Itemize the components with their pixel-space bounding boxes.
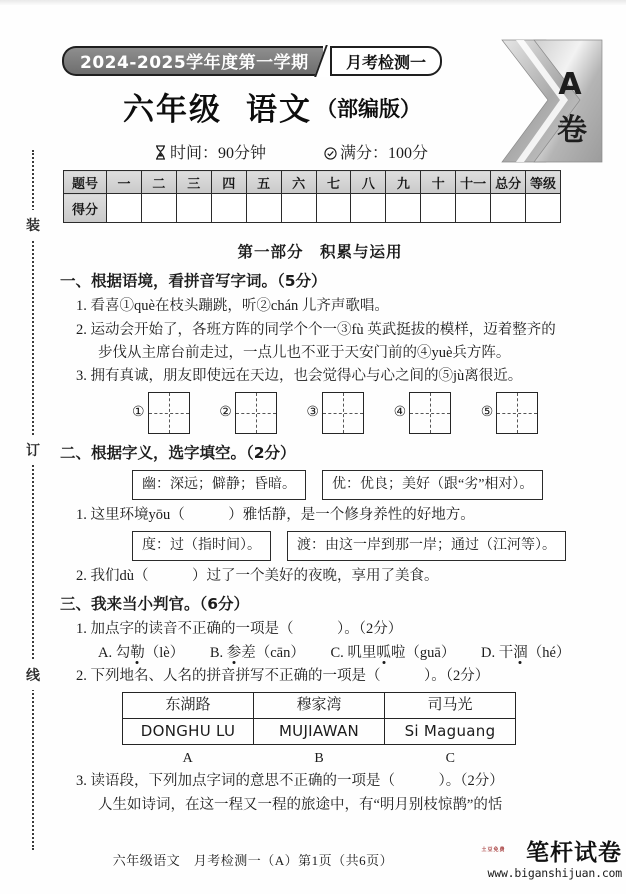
definition-row-2 <box>60 531 580 561</box>
pinyin-cell-chinese-c: 司马光 <box>385 692 516 718</box>
definition-box-you: 幽：深远；僻静；昏暗。 <box>132 470 306 500</box>
score-col-7: 八 <box>351 171 386 194</box>
score-col-4: 五 <box>246 171 281 194</box>
grade-label: 六年级 <box>123 92 222 128</box>
writing-grid-number-3: ③ <box>306 405 319 421</box>
score-table-value-row <box>64 194 561 223</box>
score-table-row-label-1: 得分 <box>64 194 107 223</box>
score-cell-6[interactable] <box>316 194 351 223</box>
score-col-3: 四 <box>211 171 246 194</box>
definition-box-du2: 渡：由这一岸到那一岸；通过（江河等）。 <box>287 531 566 561</box>
exam-round-label: 月考检测一 <box>330 46 442 76</box>
option-a-label: A. <box>98 644 113 661</box>
score-col-9: 十 <box>421 171 456 194</box>
option-b-pinyin: （cān） <box>255 644 305 661</box>
binding-char-xian: 线 <box>22 660 44 690</box>
section-3-question-2-stem: 2. 下列地名、人名的拼音拼写不正确的一项是（ ）。（2分） <box>76 668 490 685</box>
binding-char-zhuang: 装 <box>22 210 44 240</box>
writing-grid-item-1 <box>132 392 190 434</box>
edition-label: （部编版） <box>316 97 421 121</box>
score-col-11: 总分 <box>491 171 526 194</box>
section-3-q1-options <box>60 642 580 664</box>
option-c[interactable]: C. 叽里呱啦（guā） <box>330 644 456 661</box>
pinyin-label-c[interactable]: C <box>445 750 455 766</box>
option-a-pinyin: （lè） <box>144 644 185 661</box>
writing-grid-item-4 <box>394 392 452 434</box>
writing-grid-row <box>60 392 580 436</box>
score-col-1: 二 <box>141 171 176 194</box>
option-d[interactable]: D. 干涸（hé） <box>480 644 571 661</box>
score-cell-10[interactable] <box>456 194 491 223</box>
option-b-label: B. <box>209 644 224 661</box>
score-col-12: 等级 <box>526 171 561 194</box>
pinyin-table <box>122 692 516 745</box>
pinyin-label-a[interactable]: A <box>182 750 193 766</box>
writing-grid-number-2: ② <box>219 405 232 421</box>
tianzige-box-3[interactable] <box>322 392 364 434</box>
writing-grid-item-5 <box>481 392 539 434</box>
score-cell-4[interactable] <box>246 194 281 223</box>
fullscore-text: 满分：100分 <box>340 145 429 162</box>
exam-content <box>60 240 580 817</box>
binding-line <box>20 150 46 850</box>
section-3-question-3-stem: 3. 读语段，下列加点字词的意思不正确的一项是（ ）。（2分） <box>76 773 504 790</box>
watermark-name <box>481 840 622 866</box>
watermark-tag: 土豆免费 <box>481 847 506 853</box>
pinyin-table-wrap <box>60 692 580 771</box>
option-a[interactable]: A. 勾勒（lè） <box>98 644 185 661</box>
option-c-pinyin: （guā） <box>405 644 456 661</box>
score-cell-8[interactable] <box>386 194 421 223</box>
section-2-heading: 二、根据字义，选字填空。（2分） <box>60 443 296 462</box>
watermark-name-text: 笔杆试卷 <box>526 840 622 866</box>
score-cell-3[interactable] <box>211 194 246 223</box>
pinyin-table-row-latin <box>123 718 516 744</box>
definition-row-1 <box>60 470 580 500</box>
section-2-question-2: 2. 我们dù（ ）过了一个美好的夜晚，享用了美食。 <box>76 567 439 584</box>
score-cell-2[interactable] <box>176 194 211 223</box>
header-banner <box>62 46 482 76</box>
pinyin-label-b[interactable]: B <box>314 750 324 766</box>
score-cell-11[interactable] <box>491 194 526 223</box>
svg-text:卷: 卷 <box>557 113 587 148</box>
score-cell-7[interactable] <box>351 194 386 223</box>
hourglass-icon <box>154 145 167 165</box>
pinyin-cell-chinese-b: 穆家湾 <box>254 692 385 718</box>
section-3-question-1-stem: 1. 加点字的读音不正确的一项是（ ）。（2分） <box>76 621 403 638</box>
footer-page-info: 六年级语文 月考检测一（A）第1页（共6页） <box>112 853 394 868</box>
score-cell-0[interactable] <box>107 194 142 223</box>
writing-grid-number-4: ④ <box>393 405 407 421</box>
option-c-label: C. <box>330 644 344 661</box>
score-col-0: 一 <box>107 171 142 194</box>
score-cell-1[interactable] <box>141 194 176 223</box>
page-footer <box>0 842 626 882</box>
score-col-10: 十一 <box>456 171 491 194</box>
page-title <box>62 84 482 129</box>
score-cell-9[interactable] <box>421 194 456 223</box>
option-d-pinyin: （hé） <box>527 644 571 661</box>
pinyin-cell-latin-b: MUJIAWAN <box>254 718 385 744</box>
writing-grid-item-3 <box>306 392 364 434</box>
binding-dotted-line <box>32 150 34 850</box>
section-1-question-1: 1. 看喜①què在枝头蹦跳，听②chán 儿齐声歌唱。 <box>76 298 389 315</box>
score-cell-5[interactable] <box>281 194 316 223</box>
pinyin-cell-latin-c: Si Maguang <box>385 718 516 744</box>
pinyin-table-labels <box>122 747 516 771</box>
section-1-question-2: 2. 运动会开始了，各班方阵的同学个个一③fù 英武挺拔的模样，迈着整齐的 <box>76 321 556 338</box>
svg-text:A: A <box>558 67 582 102</box>
tianzige-box-2[interactable] <box>235 392 277 434</box>
term-label: 2024-2025学年度第一学期 <box>62 46 323 76</box>
section-1-question-3: 3. 拥有真诚，朋友即使远在天边，也会觉得心与心之间的⑤jù离很近。 <box>76 368 523 385</box>
scan-edge <box>0 0 626 5</box>
score-table <box>63 170 561 223</box>
score-col-5: 六 <box>281 171 316 194</box>
score-table-row-label-0: 题号 <box>64 171 107 194</box>
time-info <box>154 140 266 165</box>
subject-label: 语文 <box>246 92 312 128</box>
pinyin-cell-chinese-a: 东湖路 <box>123 692 254 718</box>
definition-box-du: 度：过（指时间）。 <box>132 531 271 561</box>
score-col-8: 九 <box>386 171 421 194</box>
tianzige-box-4[interactable] <box>409 392 451 434</box>
definition-box-you2: 优：优良；美好（跟“劣”相对）。 <box>322 470 543 500</box>
score-col-2: 三 <box>176 171 211 194</box>
option-b[interactable]: B. 参差（cān） <box>209 644 305 661</box>
section-3-heading: 三、我来当小判官。（6分） <box>60 595 250 614</box>
pinyin-label-row <box>122 747 516 771</box>
tianzige-box-5[interactable] <box>496 392 538 434</box>
tianzige-box-1[interactable] <box>148 392 190 434</box>
writing-grid-number-5: ⑤ <box>480 405 494 421</box>
score-col-6: 七 <box>316 171 351 194</box>
watermark <box>481 840 622 880</box>
section-1-heading: 一、根据语境，看拼音写字词。（5分） <box>60 272 327 291</box>
fullscore-info <box>324 140 428 165</box>
pinyin-cell-latin-a: DONGHU LU <box>123 718 254 744</box>
section-1-question-2-cont: 步伐从主席台前走过，一点儿也不亚于天安门前的④yuè兵方阵。 <box>98 344 511 361</box>
score-cell-12[interactable] <box>526 194 561 223</box>
watermark-url: www.biganshijuan.com <box>487 866 622 880</box>
binding-char-ding: 订 <box>22 435 44 465</box>
writing-grid-item-2 <box>219 392 277 434</box>
check-circle-icon <box>324 147 337 165</box>
pinyin-table-row-chinese <box>123 692 516 718</box>
section-3-question-3-text: 人生如诗词，在这一程又一程的旅途中，有“明月别枝惊鹊”的恬 <box>98 796 503 813</box>
part-one-title: 第一部分 积累与运用 <box>237 243 403 261</box>
paper-badge <box>494 38 610 170</box>
section-2-question-1: 1. 这里环境yōu（ ）雅恬静，是一个修身养性的好地方。 <box>76 506 475 523</box>
writing-grid-number-1: ① <box>132 405 145 421</box>
exam-meta <box>62 140 482 164</box>
option-d-label: D. <box>480 644 496 661</box>
time-text: 时间：90分钟 <box>170 145 267 162</box>
score-table-header-row <box>64 171 561 194</box>
